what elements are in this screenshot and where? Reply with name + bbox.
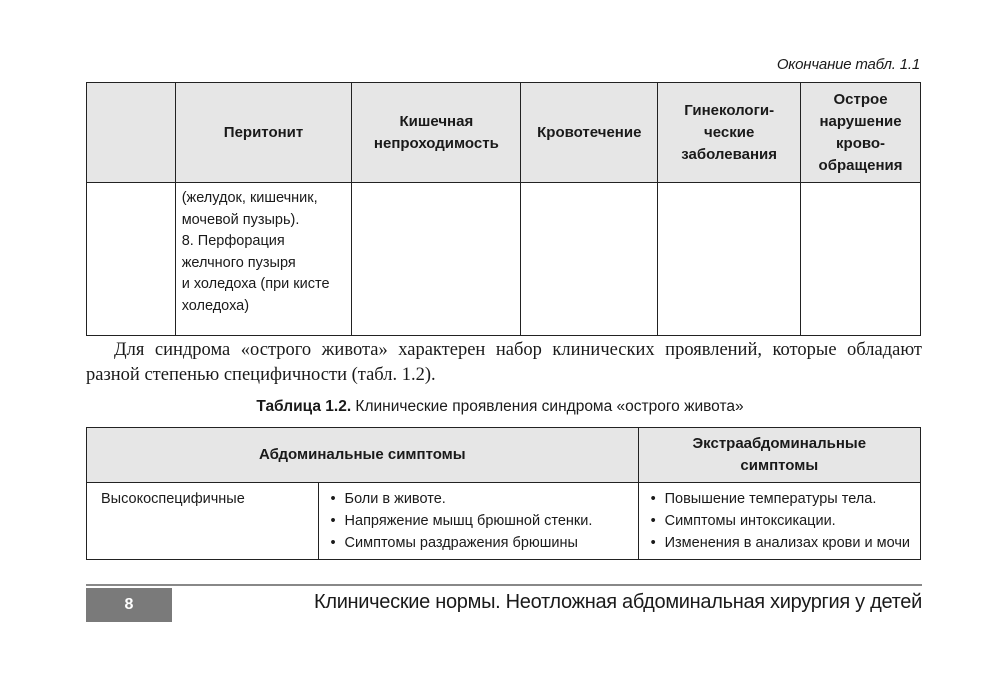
list-item: • Симптомы интоксикации.	[649, 510, 910, 532]
header-cell: Острое нарушение крово- обращения	[801, 83, 921, 183]
row-label: Высокоспецифичные	[87, 483, 319, 560]
header-extra-abdominal: Экстраабдоминальные симптомы	[638, 428, 920, 483]
symptom-list	[329, 488, 628, 554]
table-1-2	[86, 427, 921, 560]
list-item: • Изменения в анализах крови и мочи	[649, 532, 910, 554]
body-paragraph: Для синдрома «острого живота» характерен набор клинических проявлений, которые обладают разной степенью специфичности (табл. 1.2).	[86, 340, 922, 385]
table-cell: (желудок, кишечник, мочевой пузырь). 8. Перфорация желчного пузыря и холедоха (при кисте холедоха)	[175, 183, 352, 336]
header-cell: Кровотечение	[521, 83, 658, 183]
table-cell	[801, 183, 921, 336]
table-row	[87, 183, 921, 336]
list-item: • Напряжение мышц брюшной стенки.	[329, 510, 628, 532]
list-item: • Боли в животе.	[329, 488, 628, 510]
table-continuation-caption: Окончание табл. 1.1	[776, 56, 920, 73]
table-cell	[87, 183, 176, 336]
header-cell: Кишечная непроходимость	[352, 83, 521, 183]
table-cell	[658, 183, 801, 336]
table-header-row	[87, 428, 921, 483]
abdominal-symptoms-cell	[318, 483, 638, 560]
page-number: 8	[86, 588, 172, 622]
header-cell	[87, 83, 176, 183]
table-header-row	[87, 83, 921, 183]
table-caption-label: Таблица 1.2.	[256, 398, 352, 415]
list-item: • Повышение температуры тела.	[649, 488, 910, 510]
running-title: Клинические нормы. Неотложная абдоминальная хирургия у детей	[313, 591, 922, 613]
header-cell: Перитонит	[175, 83, 352, 183]
table-cell	[352, 183, 521, 336]
header-cell: Гинекологи- ческие заболевания	[658, 83, 801, 183]
symptom-list	[649, 488, 910, 554]
header-abdominal: Абдоминальные симптомы	[87, 428, 639, 483]
table-row	[87, 483, 921, 560]
table-1-2-caption	[0, 398, 1000, 416]
list-item: • Симптомы раздражения брюшины	[329, 532, 628, 554]
extra-abdominal-symptoms-cell	[638, 483, 920, 560]
table-1-1-continuation	[86, 82, 921, 336]
footer-divider	[86, 584, 922, 586]
table-caption-text: Клинические проявления синдрома «острого живота»	[351, 398, 744, 415]
table-cell	[521, 183, 658, 336]
